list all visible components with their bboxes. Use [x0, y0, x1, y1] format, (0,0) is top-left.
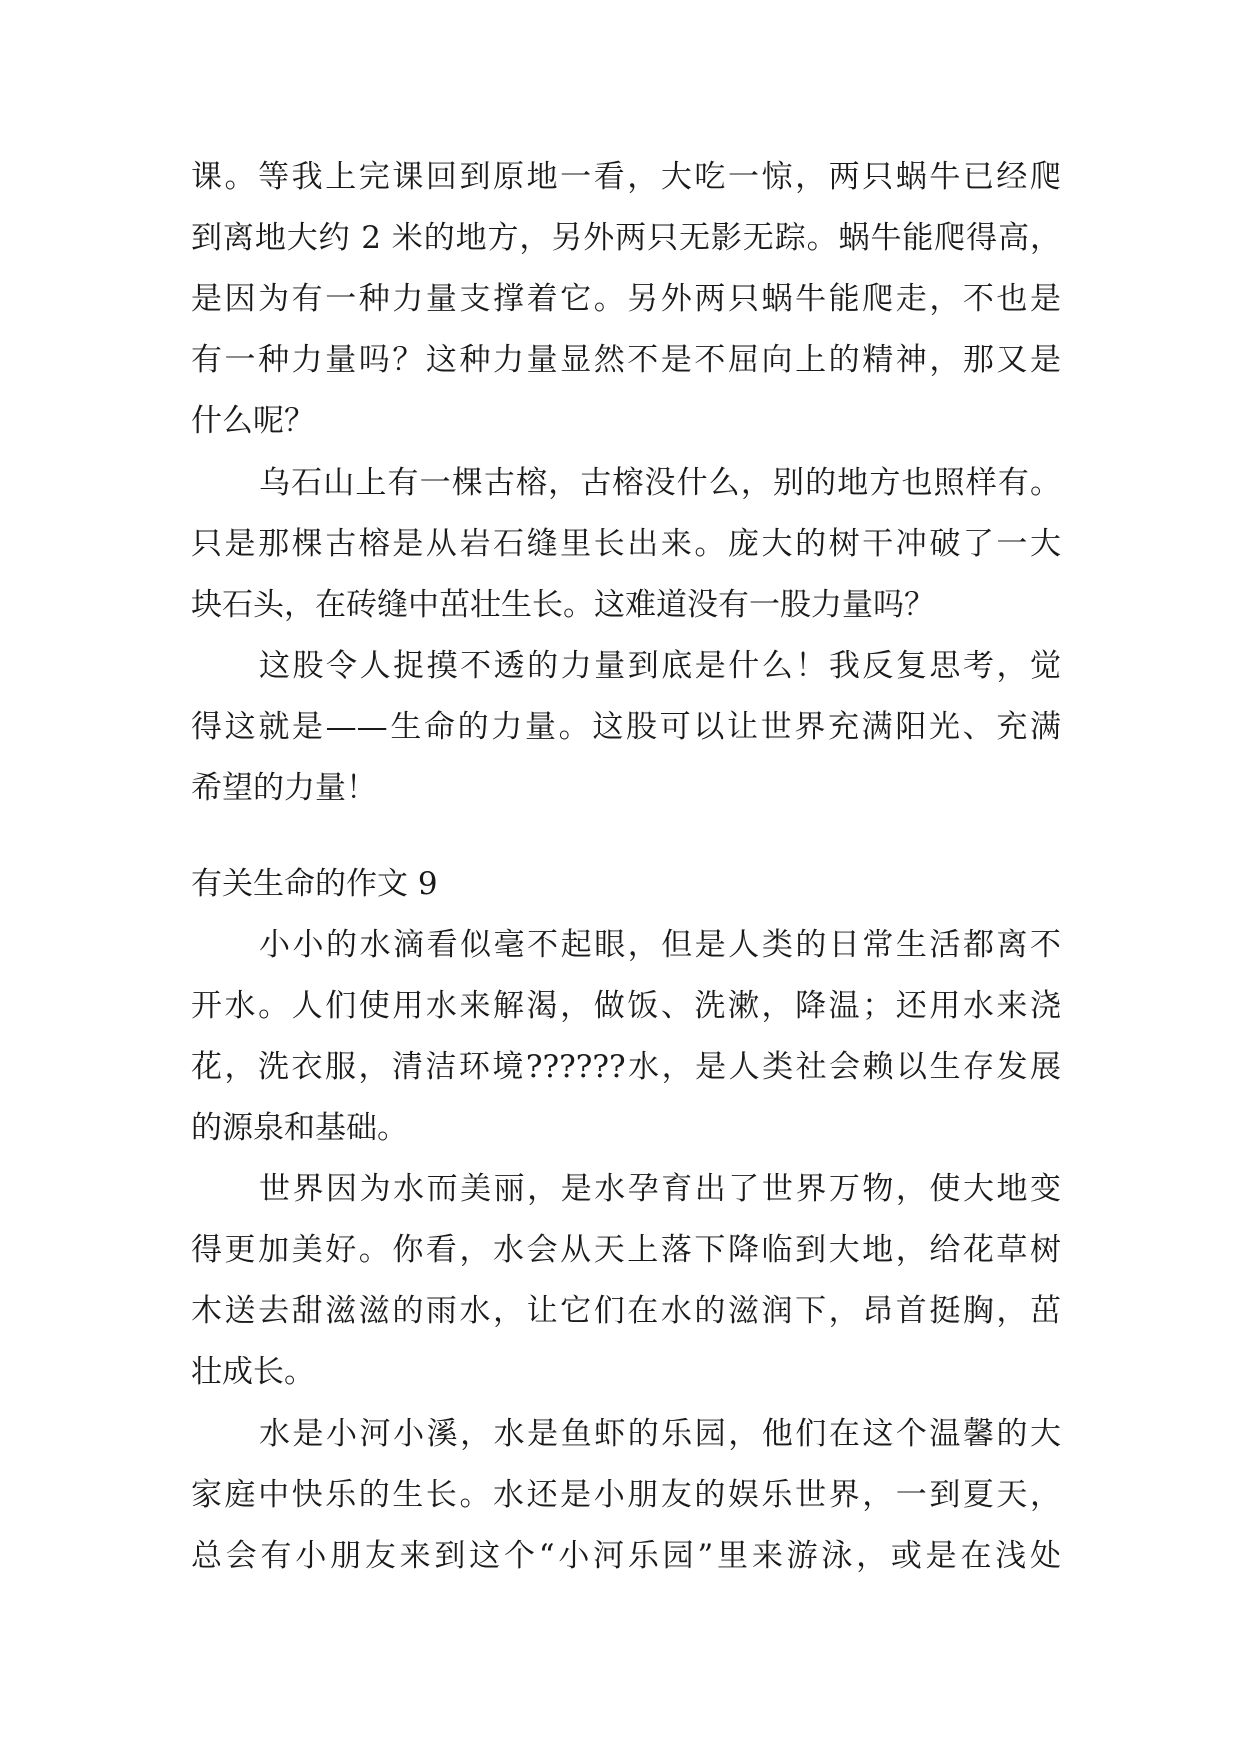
paragraph-line: 乌石山上有一棵古榕，古榕没什么，别的地方也照样有。 — [259, 465, 1061, 501]
paragraph-line: 开水。人们使用水来解渴，做饭、洗漱，降温；还用水来浇 — [191, 988, 1061, 1024]
paragraph-line: 有一种力量吗？这种力量显然不是不屈向上的精神，那又是 — [191, 342, 1061, 378]
paragraph-line: 家庭中快乐的生长。水还是小朋友的娱乐世界，一到夏天， — [191, 1477, 1061, 1513]
paragraph-line: 是因为有一种力量支撑着它。另外两只蜗牛能爬走，不也是 — [191, 281, 1061, 317]
paragraph-line: 希望的力量！ — [191, 770, 377, 806]
paragraph-line: 的源泉和基础。 — [191, 1110, 408, 1146]
paragraph-line: 到离地大约 2 米的地方，另外两只无影无踪。蜗牛能爬得高， — [191, 220, 1061, 256]
paragraph-line: 课。等我上完课回到原地一看，大吃一惊，两只蜗牛已经爬 — [191, 159, 1061, 195]
paragraph-line: 什么呢？ — [191, 403, 315, 439]
paragraph-line: 这股令人捉摸不透的力量到底是什么！我反复思考，觉 — [259, 648, 1061, 684]
paragraph-line: 得更加美好。你看，水会从天上落下降临到大地，给花草树 — [191, 1232, 1061, 1268]
paragraph-line: 只是那棵古榕是从岩石缝里长出来。庞大的树干冲破了一大 — [191, 526, 1061, 562]
section-heading: 有关生命的作文 9 — [191, 866, 438, 902]
paragraph-line: 木送去甜滋滋的雨水，让它们在水的滋润下，昂首挺胸，茁 — [191, 1293, 1061, 1329]
paragraph-line: 得这就是——生命的力量。这股可以让世界充满阳光、充满 — [191, 709, 1061, 745]
paragraph-line: 花，洗衣服，清洁环境??????水，是人类社会赖以生存发展 — [191, 1049, 1061, 1085]
paragraph-line: 块石头，在砖缝中茁壮生长。这难道没有一股力量吗？ — [191, 587, 935, 623]
paragraph-line: 水是小河小溪，水是鱼虾的乐园，他们在这个温馨的大 — [259, 1416, 1061, 1452]
paragraph-line: 壮成长。 — [191, 1354, 315, 1390]
paragraph-line: 世界因为水而美丽，是水孕育出了世界万物，使大地变 — [259, 1171, 1061, 1207]
paragraph-line: 总会有小朋友来到这个“小河乐园”里来游泳，或是在浅处 — [191, 1538, 1061, 1574]
paragraph-line: 小小的水滴看似毫不起眼，但是人类的日常生活都离不 — [259, 927, 1061, 963]
